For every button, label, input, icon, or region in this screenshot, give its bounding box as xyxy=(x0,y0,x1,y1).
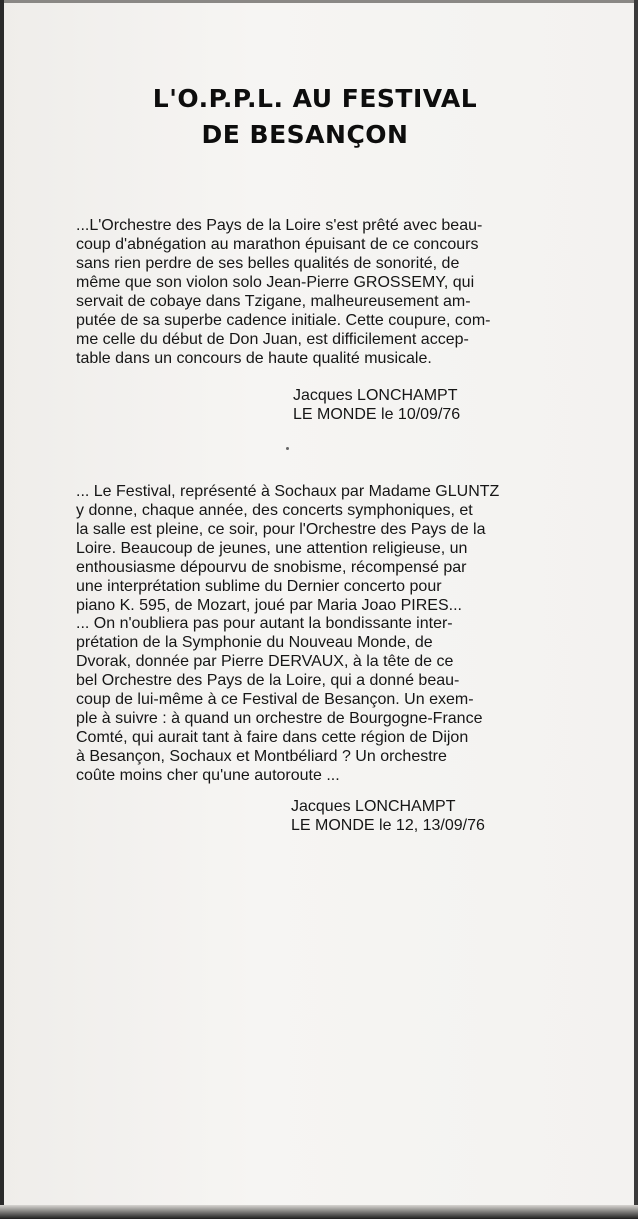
article-1-body xyxy=(76,216,490,368)
signature-source: LE MONDE le 10/09/76 xyxy=(293,406,461,423)
article-2-line: coûte moins cher qu'une autoroute ... xyxy=(76,767,340,784)
signature-source: LE MONDE le 12, 13/09/76 xyxy=(291,817,485,834)
article-2-line: prétation de la Symphonie du Nouveau Monde, de xyxy=(76,634,433,651)
page-top-edge xyxy=(0,0,638,3)
article-1-line: sans rien perdre de ses belles qualités de sonorité, de xyxy=(76,255,460,272)
article-1-line: ...L'Orchestre des Pays de la Loire s'est prêté avec beau- xyxy=(76,217,483,234)
signature-author: Jacques LONCHAMPT xyxy=(293,387,458,404)
document-title-line-2: DE BESANÇON xyxy=(201,120,409,149)
article-2-line: ple à suivre : à quand un orchestre de Bourgogne-France xyxy=(76,710,483,727)
article-2-line: bel Orchestre des Pays de la Loire, qui a donné beau- xyxy=(76,672,460,689)
article-1-signature xyxy=(293,386,460,424)
article-2-signature xyxy=(291,797,485,835)
article-2-line: une interprétation sublime du Dernier concerto pour xyxy=(76,578,442,595)
signature-author: Jacques LONCHAMPT xyxy=(291,798,456,815)
article-1-line: coup d'abnégation au marathon épuisant de ce concours xyxy=(76,236,479,253)
article-1-line: servait de cobaye dans Tzigane, malheureusement am- xyxy=(76,293,471,310)
article-2-line: ... On n'oubliera pas pour autant la bondissante inter- xyxy=(76,615,453,632)
article-2-line: à Besançon, Sochaux et Montbéliard ? Un orchestre xyxy=(76,748,447,765)
article-2-line: Dvorak, donnée par Pierre DERVAUX, à la tête de ce xyxy=(76,653,454,670)
article-2-paragraph-1 xyxy=(76,482,499,615)
article-2-line: ... Le Festival, représenté à Sochaux par Madame GLUNTZ xyxy=(76,483,500,500)
page-bottom-edge xyxy=(0,1205,638,1219)
page-left-edge xyxy=(0,0,4,1219)
article-2-line: Comté, qui aurait tant à faire dans cette région de Dijon xyxy=(76,729,469,746)
article-1-line: me celle du début de Don Juan, est difficilement accep- xyxy=(76,331,469,348)
article-2-paragraph-2 xyxy=(76,614,482,785)
print-speck xyxy=(286,447,289,450)
article-1-line: même que son violon solo Jean-Pierre GROSSEMY, qui xyxy=(76,274,475,291)
article-2-line: la salle est pleine, ce soir, pour l'Orchestre des Pays de la xyxy=(76,521,486,538)
document-title-line-1: L'O.P.P.L. AU FESTIVAL xyxy=(152,84,478,113)
article-2-line: Loire. Beaucoup de jeunes, une attention religieuse, un xyxy=(76,540,468,557)
article-1-line: table dans un concours de haute qualité musicale. xyxy=(76,350,432,367)
article-2-line: piano K. 595, de Mozart, joué par Maria Joao PIRES... xyxy=(76,597,462,614)
page-right-edge xyxy=(634,0,638,1219)
article-2-line: enthousiasme dépourvu de snobisme, récompensé par xyxy=(76,559,467,576)
article-1-line: putée de sa superbe cadence initiale. Cette coupure, com- xyxy=(76,312,491,329)
article-2-line: coup de lui-même à ce Festival de Besançon. Un exem- xyxy=(76,691,474,708)
article-2-line: y donne, chaque année, des concerts symphoniques, et xyxy=(76,502,473,519)
